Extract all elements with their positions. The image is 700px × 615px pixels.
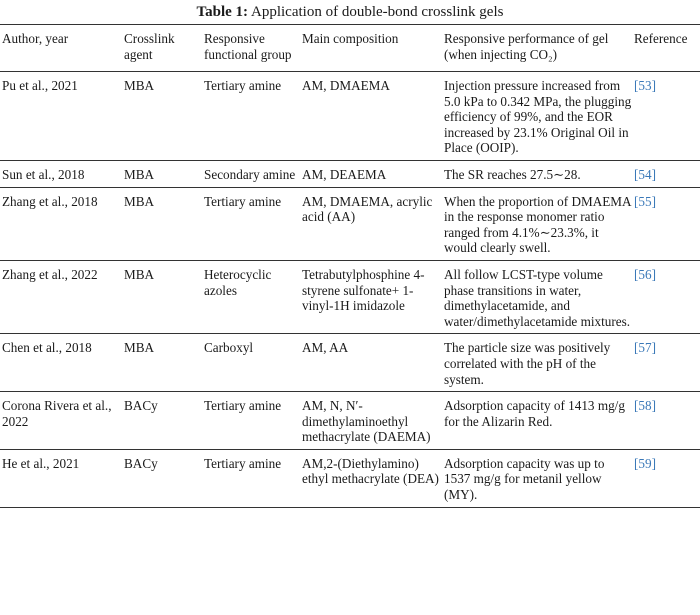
- table-row: [0, 260, 700, 333]
- reference-link[interactable]: [54]: [634, 166, 656, 182]
- cell-performance: The particle size was positively correlated with the pH of the system.: [444, 340, 611, 387]
- cell-author: Pu et al., 2021: [2, 78, 78, 93]
- table-header: [0, 25, 700, 72]
- cell-reference: [632, 334, 700, 392]
- cell-author: He et al., 2021: [2, 455, 80, 471]
- cell-group: Tertiary amine: [204, 398, 282, 414]
- reference-link[interactable]: [57]: [634, 340, 656, 356]
- table-row: [0, 72, 700, 161]
- cell-reference: [632, 72, 700, 161]
- cell-composition: AM,2-(Diethylamino) ethyl methacrylate (DEA): [302, 455, 439, 487]
- cell-agent: BACy: [124, 398, 158, 414]
- cell-composition: Tetrabutylphosphine 4-styrene sulfonate+ 1-vinyl-1H imidazole: [302, 266, 425, 314]
- cell-reference: [632, 160, 700, 187]
- table-caption-title: Application of double-bond crosslink gels: [251, 4, 504, 20]
- table-row: [0, 160, 700, 187]
- cell-composition: AM, DMAEMA: [302, 78, 390, 93]
- table-row: [0, 334, 700, 392]
- header-reference: Reference: [634, 31, 688, 46]
- cell-reference: [632, 260, 700, 333]
- cell-author: Zhang et al., 2022: [2, 266, 98, 282]
- cell-performance: Adsorption capacity of 1413 mg/g for the Alizarin Red.: [444, 398, 625, 429]
- header-author: Author, year: [2, 31, 69, 46]
- header-performance: Responsive performance of gel (when injecting CO₂): [444, 31, 609, 62]
- cell-reference: [632, 187, 700, 260]
- cell-group: Tertiary amine: [204, 193, 282, 209]
- cell-group: Tertiary amine: [204, 78, 282, 93]
- table-row: [0, 187, 700, 260]
- header-functional-group: Responsive functional group: [204, 31, 292, 62]
- cell-reference: [632, 449, 700, 507]
- cell-performance: Adsorption capacity was up to 1537 mg/g for metanil yellow (MY).: [444, 455, 605, 503]
- cell-group: Carboxyl: [204, 340, 254, 356]
- cell-performance: All follow LCST-type volume phase transitions in water, dimethylacetamide, and water/dimethylacetamide mixtures.: [444, 266, 631, 329]
- header-row: [0, 25, 700, 72]
- cell-agent: MBA: [124, 340, 155, 356]
- header-crosslink-agent: Crosslink agent: [124, 31, 175, 62]
- reference-link[interactable]: [55]: [634, 193, 656, 209]
- table-row: [0, 449, 700, 507]
- cell-composition: AM, N, N′-dimethylaminoethyl methacrylate (DAEMA): [302, 398, 431, 445]
- cell-author: Corona Rivera et al., 2022: [2, 398, 112, 429]
- cell-author: Chen et al., 2018: [2, 340, 92, 356]
- cell-agent: BACy: [124, 455, 158, 471]
- cell-group: Tertiary amine: [204, 455, 282, 471]
- reference-link[interactable]: [53]: [634, 78, 656, 93]
- cell-agent: MBA: [124, 166, 155, 182]
- cell-group: Secondary amine: [204, 166, 296, 182]
- cell-author: Zhang et al., 2018: [2, 193, 98, 209]
- cell-composition: AM, DEAEMA: [302, 166, 387, 182]
- cell-agent: MBA: [124, 193, 155, 209]
- cell-performance: When the proportion of DMAEMA in the response monomer ratio ranged from 4.1%∼23.3%, it would clearly swell.: [444, 193, 631, 256]
- cell-agent: MBA: [124, 78, 155, 93]
- gels-table: [0, 24, 700, 508]
- cell-group: Heterocyclic azoles: [204, 266, 272, 298]
- table-row: [0, 392, 700, 450]
- cell-performance: Injection pressure increased from 5.0 kPa to 0.342 MPa, the plugging efficiency of 99%, and the EOR increased by 23.1% Original Oil in Place (OOIP).: [444, 78, 632, 156]
- reference-link[interactable]: [59]: [634, 455, 656, 471]
- reference-link[interactable]: [58]: [634, 398, 656, 414]
- cell-agent: MBA: [124, 266, 155, 282]
- reference-link[interactable]: [56]: [634, 266, 656, 282]
- cell-author: Sun et al., 2018: [2, 166, 85, 182]
- table-caption: [0, 0, 700, 24]
- cell-composition: AM, DMAEMA, acrylic acid (AA): [302, 193, 433, 225]
- cell-composition: AM, AA: [302, 340, 349, 356]
- cell-performance: The SR reaches 27.5∼28.: [444, 166, 581, 182]
- cell-reference: [632, 392, 700, 450]
- table-caption-label: Table 1:: [196, 4, 249, 20]
- header-composition: Main composition: [302, 31, 399, 46]
